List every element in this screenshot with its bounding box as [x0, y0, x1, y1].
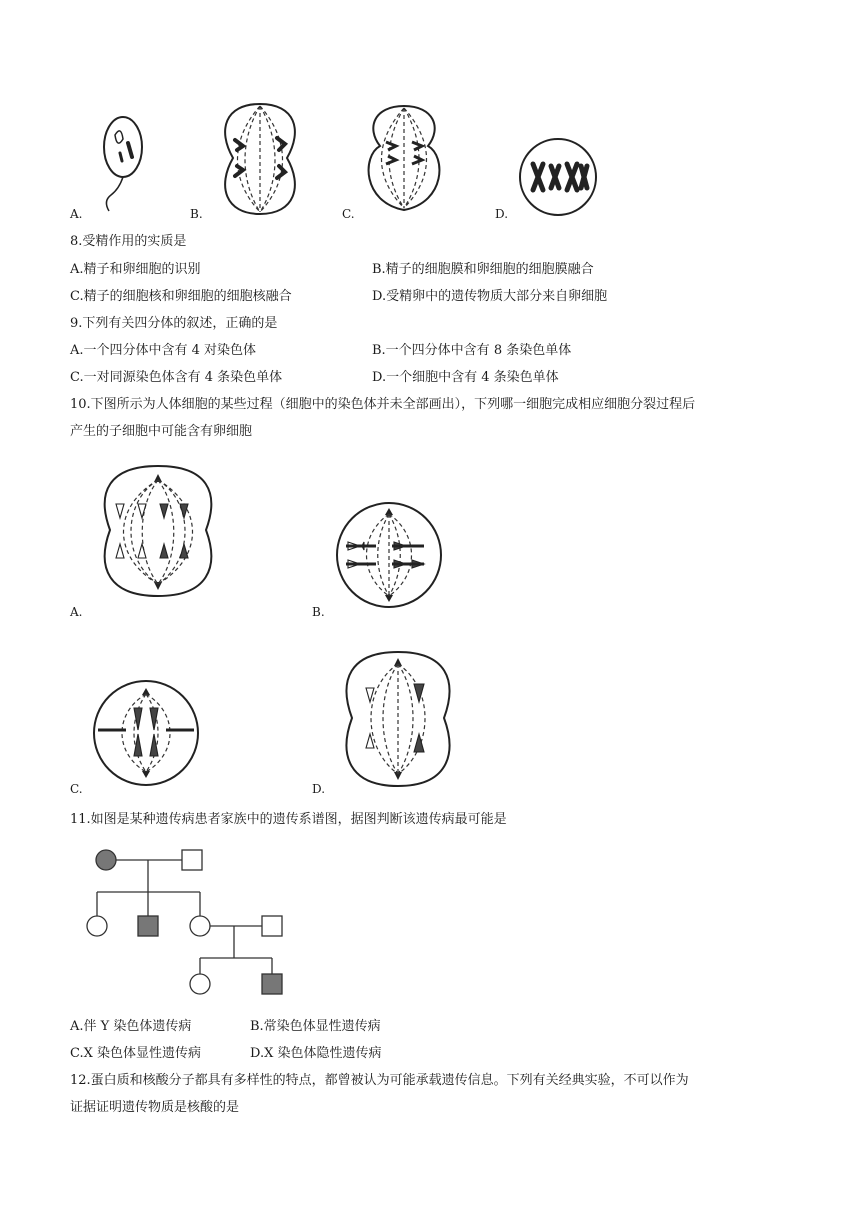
q12-stem-line2: 证据证明遗传物质是核酸的是	[70, 1100, 240, 1115]
q7-figure-c-telophase	[362, 102, 446, 214]
q8-option-a: A.精子和卵细胞的识别	[70, 262, 201, 277]
q11-pedigree-chart	[84, 846, 294, 998]
q9-option-c: C.一对同源染色体含有 4 条染色单体	[70, 370, 283, 385]
pedigree-iii1-normal-female	[190, 974, 210, 994]
q10-label-b: B.	[312, 605, 325, 619]
q8-stem: 8.受精作用的实质是	[70, 234, 187, 249]
q9-option-a: A.一个四分体中含有 4 对染色体	[70, 343, 257, 358]
q10-label-a: A.	[70, 605, 83, 619]
q7-label-a: A.	[70, 207, 83, 221]
q11-option-a: A.伴 Y 染色体遗传病	[70, 1019, 192, 1034]
q9-stem: 9.下列有关四分体的叙述，正确的是	[70, 316, 278, 331]
pedigree-i2-normal-male	[182, 850, 202, 870]
pedigree-ii3-normal-female	[190, 916, 210, 936]
q11-option-d: D.X 染色体隐性遗传病	[250, 1046, 382, 1061]
q9-option-d: D.一个细胞中含有 4 条染色单体	[372, 370, 559, 385]
q7-figure-a-sperm	[95, 105, 165, 215]
q8-option-d: D.受精卵中的遗传物质大部分来自卵细胞	[372, 289, 608, 304]
q8-option-b: B.精子的细胞膜和卵细胞的细胞膜融合	[372, 262, 594, 277]
q11-option-b: B.常染色体显性遗传病	[250, 1019, 381, 1034]
pedigree-ii2-affected-male	[138, 916, 158, 936]
q10-label-c: C.	[70, 782, 83, 796]
q7-figure-d-metaphase	[517, 136, 599, 218]
q10-stem-line2: 产生的子细胞中可能含有卵细胞	[70, 424, 253, 439]
pedigree-i1-affected-female	[96, 850, 116, 870]
q12-stem-line1: 12.蛋白质和核酸分子都具有多样性的特点，都曾被认为可能承载遗传信息。下列有关经典实验，不可以作为	[70, 1073, 689, 1088]
q7-label-d: D.	[495, 207, 509, 221]
q11-stem: 11.如图是某种遗传病患者家族中的遗传系谱图，据图判断该遗传病最可能是	[70, 812, 507, 827]
q11-option-c: C.X 染色体显性遗传病	[70, 1046, 202, 1061]
q10-figure-c	[90, 678, 202, 788]
q10-label-d: D.	[312, 782, 326, 796]
q7-figure-b-anaphase	[215, 100, 305, 218]
q7-label-c: C.	[342, 207, 355, 221]
q9-option-b: B.一个四分体中含有 8 条染色单体	[372, 343, 572, 358]
pedigree-ii4-normal-male	[262, 916, 282, 936]
q7-label-b: B.	[190, 207, 203, 221]
q10-stem-line1: 10.下图所示为人体细胞的某些过程（细胞中的染色体并未全部画出），下列哪一细胞完成相应细胞分裂过程后	[70, 397, 696, 412]
q10-figure-a	[92, 462, 224, 602]
pedigree-ii1-normal-female	[87, 916, 107, 936]
pedigree-iii2-affected-male	[262, 974, 282, 994]
q10-figure-b	[334, 500, 444, 610]
q8-option-c: C.精子的细胞核和卵细胞的细胞核融合	[70, 289, 292, 304]
q10-figure-d	[334, 648, 462, 790]
